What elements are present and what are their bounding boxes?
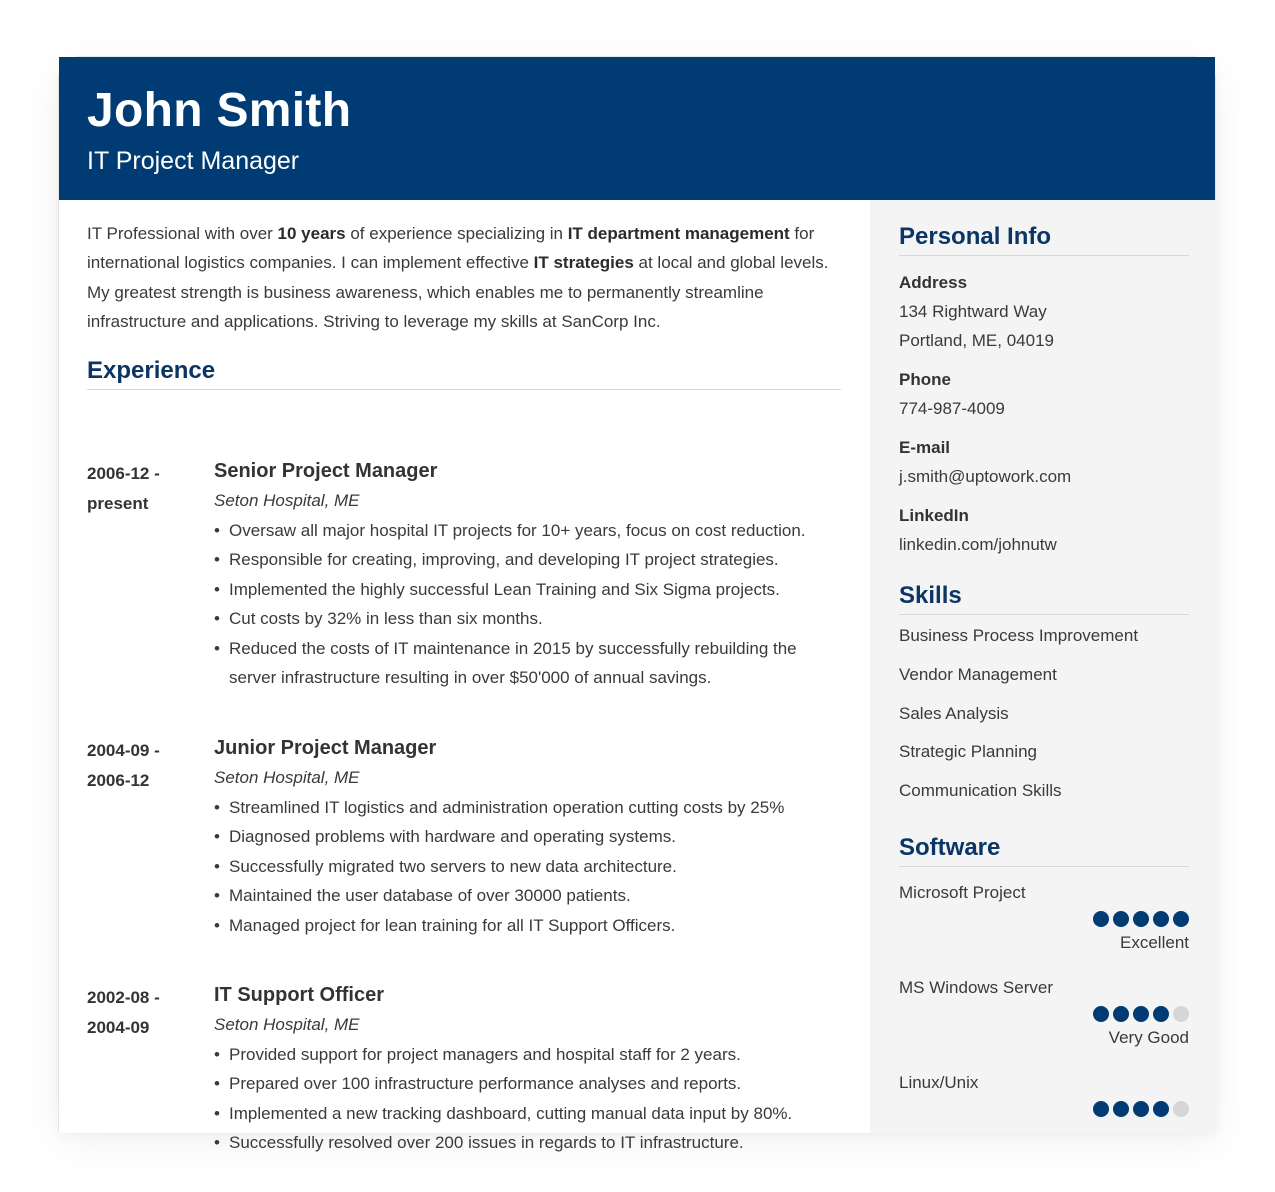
bullet-icon: • — [214, 521, 220, 540]
phone-label: Phone — [899, 370, 951, 389]
bullet-icon: • — [214, 827, 220, 847]
job-bullet: • Diagnosed problems with hardware and operating systems. — [214, 822, 847, 851]
address-line1: 134 Rightward Way — [899, 302, 1047, 321]
bullet-icon: • — [214, 915, 220, 935]
job-bullet: • Reduced the costs of IT maintenance in 2015 by successfully rebuilding the server infrastructure resulting in over $50'000 of annual savings. — [214, 634, 847, 693]
summary-text: of experience specializing in — [345, 224, 568, 243]
software-heading: Software — [899, 833, 1189, 867]
job-role: Senior Project Manager — [214, 460, 438, 482]
job-date-end: 2006-12 — [87, 770, 150, 790]
bullet-icon: • — [214, 1133, 220, 1153]
job-bullets — [214, 793, 847, 940]
job-date-start: 2004-09 - — [87, 741, 160, 760]
job-date-start: 2002-08 - — [87, 988, 160, 1007]
bullet-icon: • — [214, 1074, 220, 1094]
skill-item: Business Process Improvement — [899, 626, 1139, 645]
software-name: MS Windows Server — [899, 978, 1053, 997]
rating-dot-filled-icon — [1093, 1101, 1109, 1117]
linkedin-link[interactable]: linkedin.com/johnutw — [899, 535, 1057, 554]
job-bullet: • Prepared over 100 infrastructure performance analyses and reports. — [214, 1069, 847, 1098]
job-company: Seton Hospital, ME — [214, 1015, 360, 1034]
skill-item: Vendor Management — [899, 664, 1057, 684]
address-label: Address — [899, 273, 968, 292]
summary-highlight: IT department management — [567, 224, 790, 243]
job-date-end: present — [87, 493, 149, 513]
rating-dots — [1093, 1006, 1189, 1022]
job-bullet: • Provided support for project managers and hospital staff for 2 years. — [214, 1040, 847, 1069]
candidate-title: IT Project Manager — [87, 147, 300, 175]
bullet-icon: • — [214, 609, 220, 629]
bullet-icon: • — [214, 579, 220, 599]
rating-dot-filled-icon — [1153, 1101, 1169, 1117]
job-bullet: • Maintained the user database of over 30000 patients. — [214, 881, 847, 910]
experience-heading: Experience — [87, 356, 841, 390]
bullet-icon: • — [214, 638, 220, 658]
job-bullets — [214, 516, 847, 692]
rating-dots — [1093, 1101, 1189, 1117]
rating-dot-filled-icon — [1133, 1006, 1149, 1022]
summary-text: IT Professional with over — [87, 224, 278, 243]
job-role: IT Support Officer — [214, 984, 384, 1006]
job-dates — [87, 736, 197, 795]
job-company: Seton Hospital, ME — [214, 768, 360, 787]
email-label: E-mail — [899, 438, 951, 457]
rating-dot-empty-icon — [1173, 1006, 1189, 1022]
job-bullet: • Streamlined IT logistics and administration operation cutting costs by 25% — [214, 793, 847, 822]
address-line2: Portland, ME, 04019 — [899, 331, 1054, 350]
job-bullets — [214, 1040, 847, 1158]
personal-info-section — [899, 222, 1189, 559]
rating-dot-filled-icon — [1173, 911, 1189, 927]
rating-dot-filled-icon — [1153, 1006, 1169, 1022]
profile-summary — [87, 219, 847, 336]
software-level: Excellent — [1120, 933, 1189, 952]
bullet-icon: • — [214, 1045, 220, 1064]
personal-info-heading: Personal Info — [899, 222, 1189, 256]
job-bullet: • Oversaw all major hospital IT projects for 10+ years, focus on cost reduction. — [214, 516, 847, 545]
rating-dots — [1093, 911, 1189, 927]
bullet-icon: • — [214, 1103, 220, 1123]
rating-dot-filled-icon — [1093, 1006, 1109, 1022]
job-company: Seton Hospital, ME — [214, 491, 360, 510]
software-level: Very Good — [1108, 1028, 1189, 1047]
job-bullet: • Successfully migrated two servers to new data architecture. — [214, 852, 847, 881]
software-item — [899, 962, 1189, 1057]
software-name: Microsoft Project — [899, 883, 1026, 902]
bullet-icon: • — [214, 886, 220, 906]
job-date-start: 2006-12 - — [87, 464, 160, 483]
summary-highlight: 10 years — [277, 224, 346, 243]
software-name: Linux/Unix — [899, 1073, 979, 1092]
resume-header — [59, 57, 1215, 200]
software-section — [899, 833, 1189, 1152]
job-bullet: • Implemented the highly successful Lean Training and Six Sigma projects. — [214, 575, 847, 604]
job-bullet: • Successfully resolved over 200 issues in regards to IT infrastructure. — [214, 1128, 847, 1157]
email-link[interactable]: j.smith@uptowork.com — [899, 467, 1072, 486]
job-bullet: • Cut costs by 32% in less than six months. — [214, 604, 847, 633]
bullet-icon: • — [214, 550, 220, 570]
job-bullet: • Managed project for lean training for all IT Support Officers. — [214, 911, 847, 940]
phone-value: 774-987-4009 — [899, 399, 1005, 418]
rating-dot-filled-icon — [1133, 911, 1149, 927]
skill-item: Strategic Planning — [899, 742, 1037, 762]
rating-dot-filled-icon — [1113, 1101, 1129, 1117]
skills-section — [899, 581, 1189, 811]
sidebar — [870, 200, 1217, 1133]
skill-item: Sales Analysis — [899, 703, 1009, 723]
rating-dot-filled-icon — [1113, 911, 1129, 927]
job-dates — [87, 983, 197, 1042]
bullet-icon: • — [214, 856, 220, 876]
skill-item: Communication Skills — [899, 781, 1062, 801]
job-date-end: 2004-09 — [87, 1017, 150, 1037]
software-item — [899, 867, 1189, 962]
resume-page — [58, 56, 1216, 1153]
rating-dot-filled-icon — [1113, 1006, 1129, 1022]
rating-dot-empty-icon — [1173, 1101, 1189, 1117]
job-role: Junior Project Manager — [214, 737, 437, 759]
skills-heading: Skills — [899, 581, 1189, 615]
software-item — [899, 1057, 1189, 1152]
main-column — [59, 200, 870, 1153]
rating-dot-filled-icon — [1133, 1101, 1149, 1117]
bullet-icon: • — [214, 798, 220, 817]
job-dates — [87, 459, 197, 518]
rating-dot-filled-icon — [1093, 911, 1109, 927]
linkedin-label: LinkedIn — [899, 506, 969, 525]
rating-dot-filled-icon — [1153, 911, 1169, 927]
summary-text: for international logistics companies. I can implement effective — [87, 224, 815, 273]
summary-text: at local and global levels. My greatest strength is business awareness, which enables me to permanently streamline infrastructure and applications. Striving to leverage my skills at SanCorp Inc. — [87, 253, 829, 331]
job-bullet: • Implemented a new tracking dashboard, cutting manual data input by 80%. — [214, 1099, 847, 1128]
summary-highlight: IT strategies — [533, 253, 634, 273]
job-bullet: • Responsible for creating, improving, and developing IT project strategies. — [214, 545, 847, 574]
candidate-name: John Smith — [87, 84, 352, 137]
